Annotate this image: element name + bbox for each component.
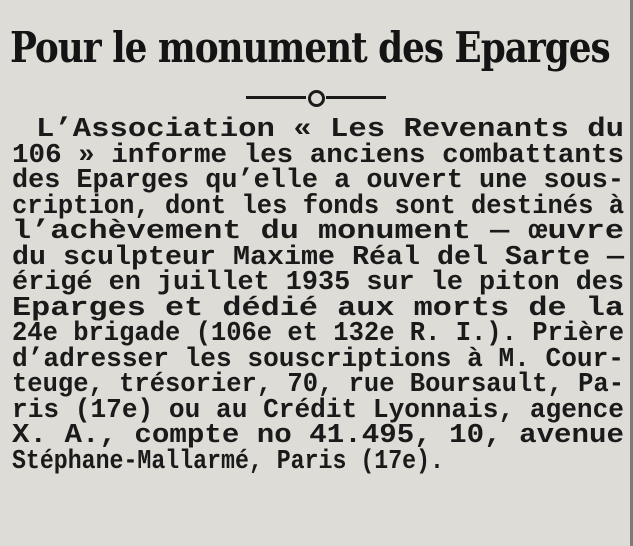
- body-line-text: Eparges et dédié aux morts de la: [12, 293, 625, 324]
- ornament-bar-left: [246, 96, 306, 99]
- ornament-bar-right: [326, 96, 386, 99]
- body-line-text: 24e brigade (106e et 132e R. I.). Prière: [12, 319, 625, 349]
- body-line-text: érigé en juillet 1935 sur le piton des: [12, 268, 625, 298]
- body-line: [12, 446, 624, 477]
- ornamental-rule: [246, 89, 386, 105]
- ornament-circle-icon: [308, 90, 325, 107]
- body-line-text: L’Association « Les Revenants du: [36, 115, 625, 145]
- body-line-text: ris (17e) ou au Crédit Lyonnais, agence: [12, 395, 625, 426]
- body-line-text: 106 » informe les anciens combattants: [12, 140, 625, 171]
- body-line-text: du sculpteur Maxime Réal del Sarte —: [12, 242, 624, 273]
- body-line-text: cription, dont les fonds sont destinés à: [12, 191, 625, 222]
- body-line-text: X. A., compte no 41.495, 10, avenue: [12, 421, 625, 451]
- article-headline: Pour le monument des Eparges: [10, 23, 610, 72]
- body-line-text: des Eparges qu’elle a ouvert une sous-: [12, 166, 625, 196]
- body-line-text: teuge, trésorier, 70, rue Boursault, Pa-: [12, 370, 625, 400]
- body-line-text: l’achèvement du monument — œuvre: [12, 217, 625, 247]
- body-line-text: d’adresser les souscriptions à M. Cour-: [12, 344, 625, 375]
- body-line-text: Stéphane-Mallarmé, Paris (17e).: [12, 446, 444, 477]
- article-body: [12, 115, 625, 477]
